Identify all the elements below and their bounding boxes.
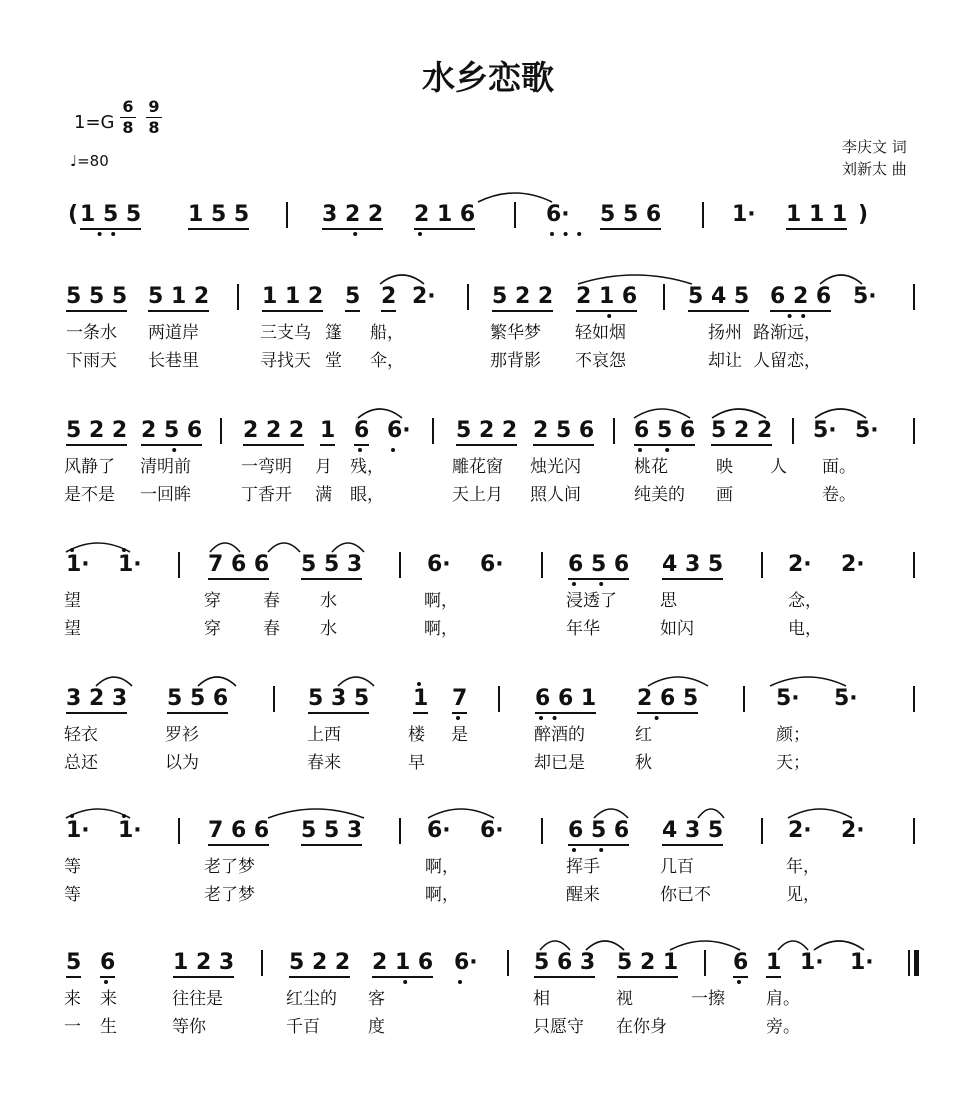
note-group: 5 2 1 <box>617 950 678 978</box>
lyric-word: 三支乌 <box>260 323 311 343</box>
lyric-word: 天上月 <box>452 485 503 505</box>
lyric-word: 思 <box>660 591 677 611</box>
note-row <box>0 278 976 318</box>
bar-line <box>498 686 500 712</box>
lyric-word: 老了梦 <box>204 857 255 877</box>
note-group: 5 6 3 <box>534 950 595 978</box>
note-group: 5 4 5 <box>688 284 749 312</box>
lyrics-verse-1 <box>0 984 976 1010</box>
lyric-word: 风静了 <box>64 457 115 477</box>
final-bar-line <box>908 950 910 976</box>
lyric-word: 春 <box>263 591 280 611</box>
lyric-word: 两道岸 <box>148 323 199 343</box>
note-group: 3 2 3 <box>66 686 127 714</box>
note-group: 5 2 2 <box>456 418 517 446</box>
note-group: 1· <box>118 552 142 577</box>
lyric-word: 满 <box>315 485 332 505</box>
lyric-word: 肩。 <box>766 989 800 1009</box>
lyric-word: 早 <box>408 753 425 773</box>
lyric-word: 视 <box>616 989 633 1009</box>
lyric-word: 轻如烟 <box>575 323 626 343</box>
note-group: 6 5 6 <box>634 418 695 446</box>
bar-line <box>220 418 222 444</box>
note-group: 2 1 6 <box>372 950 433 978</box>
note-group: 1 2 3 <box>173 950 234 978</box>
note-group: 6 6 1 <box>535 686 596 714</box>
lyric-word: 却已是 <box>534 753 585 773</box>
key-signature: 1=G <box>74 112 115 133</box>
lyric-word: 人留恋， <box>753 351 821 371</box>
lyric-word: 旁。 <box>766 1017 800 1037</box>
bar-line <box>178 552 180 578</box>
note-group: 6· <box>480 552 504 577</box>
bar-line <box>273 686 275 712</box>
note-group: 1· <box>732 202 756 227</box>
note-group: 7 6 6 <box>208 552 269 580</box>
lyric-word: 醒来 <box>566 885 600 905</box>
lyric-word: 一擦 <box>691 989 725 1009</box>
note-group: 1· <box>66 818 90 843</box>
lyric-word: 水 <box>320 591 337 611</box>
note-group: 2 1 6 <box>414 202 475 230</box>
lyrics-verse-2 <box>0 880 976 906</box>
lyric-word: 等你 <box>172 1017 206 1037</box>
note-group: 2 1 6 <box>576 284 637 312</box>
meter-numerator: 9 <box>148 97 160 116</box>
lyric-word: 月 <box>315 457 332 477</box>
note-group: 5 5 5 <box>66 284 127 312</box>
note-group: 2 2 2 <box>243 418 304 446</box>
bar-line <box>399 552 401 578</box>
lyric-word: 寻找天 <box>260 351 311 371</box>
bar-line <box>237 284 239 310</box>
lyric-word: 啊， <box>425 885 459 905</box>
lyric-word: 扬州 <box>708 323 742 343</box>
note-group: 1· <box>850 950 874 975</box>
note-group: 1 5 5 <box>80 202 141 230</box>
note-group: 5 5 6 <box>600 202 661 230</box>
lyric-word: 繁华梦 <box>490 323 541 343</box>
lyrics-verse-1 <box>0 452 976 478</box>
bar-line <box>432 418 434 444</box>
note-group: 1 <box>320 418 335 446</box>
note-group: 5 <box>345 284 360 312</box>
note-group: 2· <box>788 552 812 577</box>
lyric-word: 雕花窗 <box>452 457 503 477</box>
lyric-word: 红 <box>635 725 652 745</box>
lyric-word: 等 <box>64 857 81 877</box>
lyrics-verse-2 <box>0 614 976 640</box>
lyric-word: 颜； <box>776 725 810 745</box>
lyric-word: 春来 <box>307 753 341 773</box>
lyric-word: 望 <box>64 619 81 639</box>
bar-line <box>613 418 615 444</box>
lyric-word: 电， <box>788 619 822 639</box>
lyric-word: 是 <box>451 725 468 745</box>
note-group: 2 <box>381 284 396 312</box>
lyrics-verse-1 <box>0 318 976 344</box>
note-group: 5· <box>853 284 877 309</box>
lyrics-verse-2 <box>0 480 976 506</box>
note-group: 5 2 2 <box>289 950 350 978</box>
lyric-word: 一条水 <box>66 323 117 343</box>
lyric-word: 清明前 <box>140 457 191 477</box>
bar-line <box>507 950 509 976</box>
lyric-word: 一弯明 <box>241 457 292 477</box>
lyric-word: 不哀怨 <box>575 351 626 371</box>
lyric-word: 啊， <box>424 591 458 611</box>
lyric-word: 罗衫 <box>165 725 199 745</box>
lyric-word: 客 <box>368 989 385 1009</box>
meter-numerator: 6 <box>122 97 134 116</box>
note-row <box>0 546 976 586</box>
lyric-word: 总还 <box>64 753 98 773</box>
quarter-note-icon: ♩ <box>70 152 78 170</box>
tempo-marking <box>70 152 109 170</box>
note-group: 5 <box>66 950 81 978</box>
bar-line <box>913 552 915 578</box>
note-group: 5· <box>776 686 800 711</box>
lyrics-verse-1 <box>0 852 976 878</box>
lyric-word: 眼， <box>350 485 384 505</box>
lyric-word: 人 <box>770 457 787 477</box>
note-group: 5 5 6 <box>167 686 228 714</box>
lyric-word: 上西 <box>307 725 341 745</box>
lyric-word: 却让 <box>708 351 742 371</box>
note-group: 7 <box>452 686 467 714</box>
note-group: 1· <box>66 552 90 577</box>
lyric-word: 楼 <box>408 725 425 745</box>
bar-line <box>761 552 763 578</box>
lyric-word: 穿 <box>204 619 221 639</box>
note-group: 7 6 6 <box>208 818 269 846</box>
bar-line <box>913 686 915 712</box>
lyric-word: 照人间 <box>530 485 581 505</box>
note-group: ( <box>68 202 79 227</box>
note-row <box>0 680 976 720</box>
bar-line <box>702 202 704 228</box>
bar-line <box>178 818 180 844</box>
meter-6-8 <box>120 98 136 137</box>
lyric-word: 是不是 <box>64 485 115 505</box>
lyric-word: 残， <box>350 457 384 477</box>
tempo-value: =80 <box>77 152 109 170</box>
lyric-word: 春 <box>263 619 280 639</box>
note-row <box>0 412 976 452</box>
lyric-word: 往往是 <box>172 989 223 1009</box>
note-group: 2· <box>412 284 436 309</box>
note-group: 1 1 1 <box>786 202 847 230</box>
meter-9-8 <box>146 98 162 137</box>
bar-line <box>913 818 915 844</box>
bar-line <box>761 818 763 844</box>
note-group: 6 <box>100 950 115 978</box>
bar-line <box>399 818 401 844</box>
note-group: 6· <box>546 202 570 227</box>
bar-line <box>792 418 794 444</box>
bar-line <box>663 284 665 310</box>
note-row <box>0 944 976 984</box>
lyrics-verse-1 <box>0 720 976 746</box>
note-group: 5· <box>855 418 879 443</box>
lyric-word: 挥手 <box>566 857 600 877</box>
lyric-word: 画 <box>716 485 733 505</box>
lyric-word: 伞， <box>370 351 404 371</box>
note-group: 6· <box>427 818 451 843</box>
note-group: 6 <box>733 950 748 978</box>
lyric-word: 在你身 <box>616 1017 667 1037</box>
final-bar-line-thick <box>914 950 919 976</box>
lyricist: 李庆文 词 <box>842 138 907 156</box>
note-group: ) <box>858 202 869 227</box>
note-group: 6· <box>427 552 451 577</box>
note-group: 5· <box>834 686 858 711</box>
note-group: 6 <box>354 418 369 446</box>
composer: 刘新太 曲 <box>842 160 907 178</box>
note-group: 2 6 5 <box>637 686 698 714</box>
lyric-word: 穿 <box>204 591 221 611</box>
lyric-word: 烛光闪 <box>530 457 581 477</box>
note-group: 4 3 5 <box>662 552 723 580</box>
lyric-word: 以为 <box>165 753 199 773</box>
bar-line <box>286 202 288 228</box>
lyrics-verse-2 <box>0 748 976 774</box>
lyrics-verse-1 <box>0 586 976 612</box>
lyric-word: 船， <box>370 323 404 343</box>
note-group: 1 <box>766 950 781 978</box>
note-group: 6 5 6 <box>568 552 629 580</box>
note-group: 6 2 6 <box>770 284 831 312</box>
meter-denominator: 8 <box>122 118 134 137</box>
lyric-word: 来 <box>64 989 81 1009</box>
lyric-word: 千百 <box>286 1017 320 1037</box>
lyric-word: 天； <box>776 753 810 773</box>
lyric-word: 念， <box>788 591 822 611</box>
lyric-word: 堂 <box>325 351 342 371</box>
note-group: 5 2 2 <box>66 418 127 446</box>
lyric-word: 下雨天 <box>66 351 117 371</box>
song-title: 水乡恋歌 <box>422 58 554 97</box>
note-group: 4 3 5 <box>662 818 723 846</box>
lyric-word: 生 <box>100 1017 117 1037</box>
note-group: 1· <box>800 950 824 975</box>
note-group: 2· <box>788 818 812 843</box>
bar-line <box>913 418 915 444</box>
note-group: 5· <box>813 418 837 443</box>
note-group: 2· <box>841 818 865 843</box>
note-group: 5 1 2 <box>148 284 209 312</box>
credits <box>842 136 907 180</box>
note-row <box>0 196 976 236</box>
note-group: 2 5 6 <box>533 418 594 446</box>
lyric-word: 丁香开 <box>241 485 292 505</box>
bar-line <box>541 818 543 844</box>
lyric-word: 啊， <box>424 619 458 639</box>
note-group: 3 2 2 <box>322 202 383 230</box>
lyric-word: 几百 <box>660 857 694 877</box>
bar-line <box>261 950 263 976</box>
lyrics-verse-2 <box>0 1012 976 1038</box>
lyric-word: 望 <box>64 591 81 611</box>
lyric-word: 映 <box>716 457 733 477</box>
lyric-word: 浸透了 <box>566 591 617 611</box>
bar-line <box>704 950 706 976</box>
lyric-word: 纯美的 <box>634 485 685 505</box>
lyric-word: 那背影 <box>490 351 541 371</box>
note-group: 1 1 2 <box>262 284 323 312</box>
lyric-word: 等 <box>64 885 81 905</box>
lyric-word: 轻衣 <box>64 725 98 745</box>
lyric-word: 来 <box>100 989 117 1009</box>
lyric-word: 卷。 <box>822 485 856 505</box>
lyric-word: 度 <box>368 1017 385 1037</box>
note-group: 1 <box>413 686 428 714</box>
lyric-word: 你已不 <box>660 885 711 905</box>
bar-line <box>743 686 745 712</box>
lyric-word: 年华 <box>566 619 600 639</box>
note-group: 5 2 2 <box>711 418 772 446</box>
bar-line <box>541 552 543 578</box>
lyric-word: 桃花 <box>634 457 668 477</box>
lyric-word: 路渐远， <box>753 323 821 343</box>
note-group: 5 3 5 <box>308 686 369 714</box>
lyric-word: 老了梦 <box>204 885 255 905</box>
note-group: 5 5 3 <box>301 818 362 846</box>
note-group: 6· <box>387 418 411 443</box>
lyric-word: 红尘的 <box>286 989 337 1009</box>
bar-line <box>514 202 516 228</box>
meter-denominator: 8 <box>148 118 160 137</box>
bar-line <box>467 284 469 310</box>
lyric-word: 如闪 <box>660 619 694 639</box>
note-group: 1 5 5 <box>188 202 249 230</box>
lyric-word: 长巷里 <box>148 351 199 371</box>
lyric-word: 水 <box>320 619 337 639</box>
lyric-word: 面。 <box>822 457 856 477</box>
note-group: 2· <box>841 552 865 577</box>
note-row <box>0 812 976 852</box>
note-group: 2 5 6 <box>141 418 202 446</box>
note-group: 6 5 6 <box>568 818 629 846</box>
lyric-word: 相 <box>533 989 550 1009</box>
lyric-word: 篷 <box>325 323 342 343</box>
lyric-word: 啊， <box>425 857 459 877</box>
lyric-word: 秋 <box>635 753 652 773</box>
lyric-word: 年， <box>786 857 820 877</box>
lyric-word: 只愿守 <box>533 1017 584 1037</box>
lyrics-verse-2 <box>0 346 976 372</box>
note-group: 5 2 2 <box>492 284 553 312</box>
lyric-word: 一 <box>64 1017 81 1037</box>
note-group: 1· <box>118 818 142 843</box>
note-group: 5 5 3 <box>301 552 362 580</box>
note-group: 6· <box>454 950 478 975</box>
bar-line <box>913 284 915 310</box>
lyric-word: 一回眸 <box>140 485 191 505</box>
lyric-word: 见， <box>786 885 820 905</box>
lyric-word: 醉酒的 <box>534 725 585 745</box>
note-group: 6· <box>480 818 504 843</box>
